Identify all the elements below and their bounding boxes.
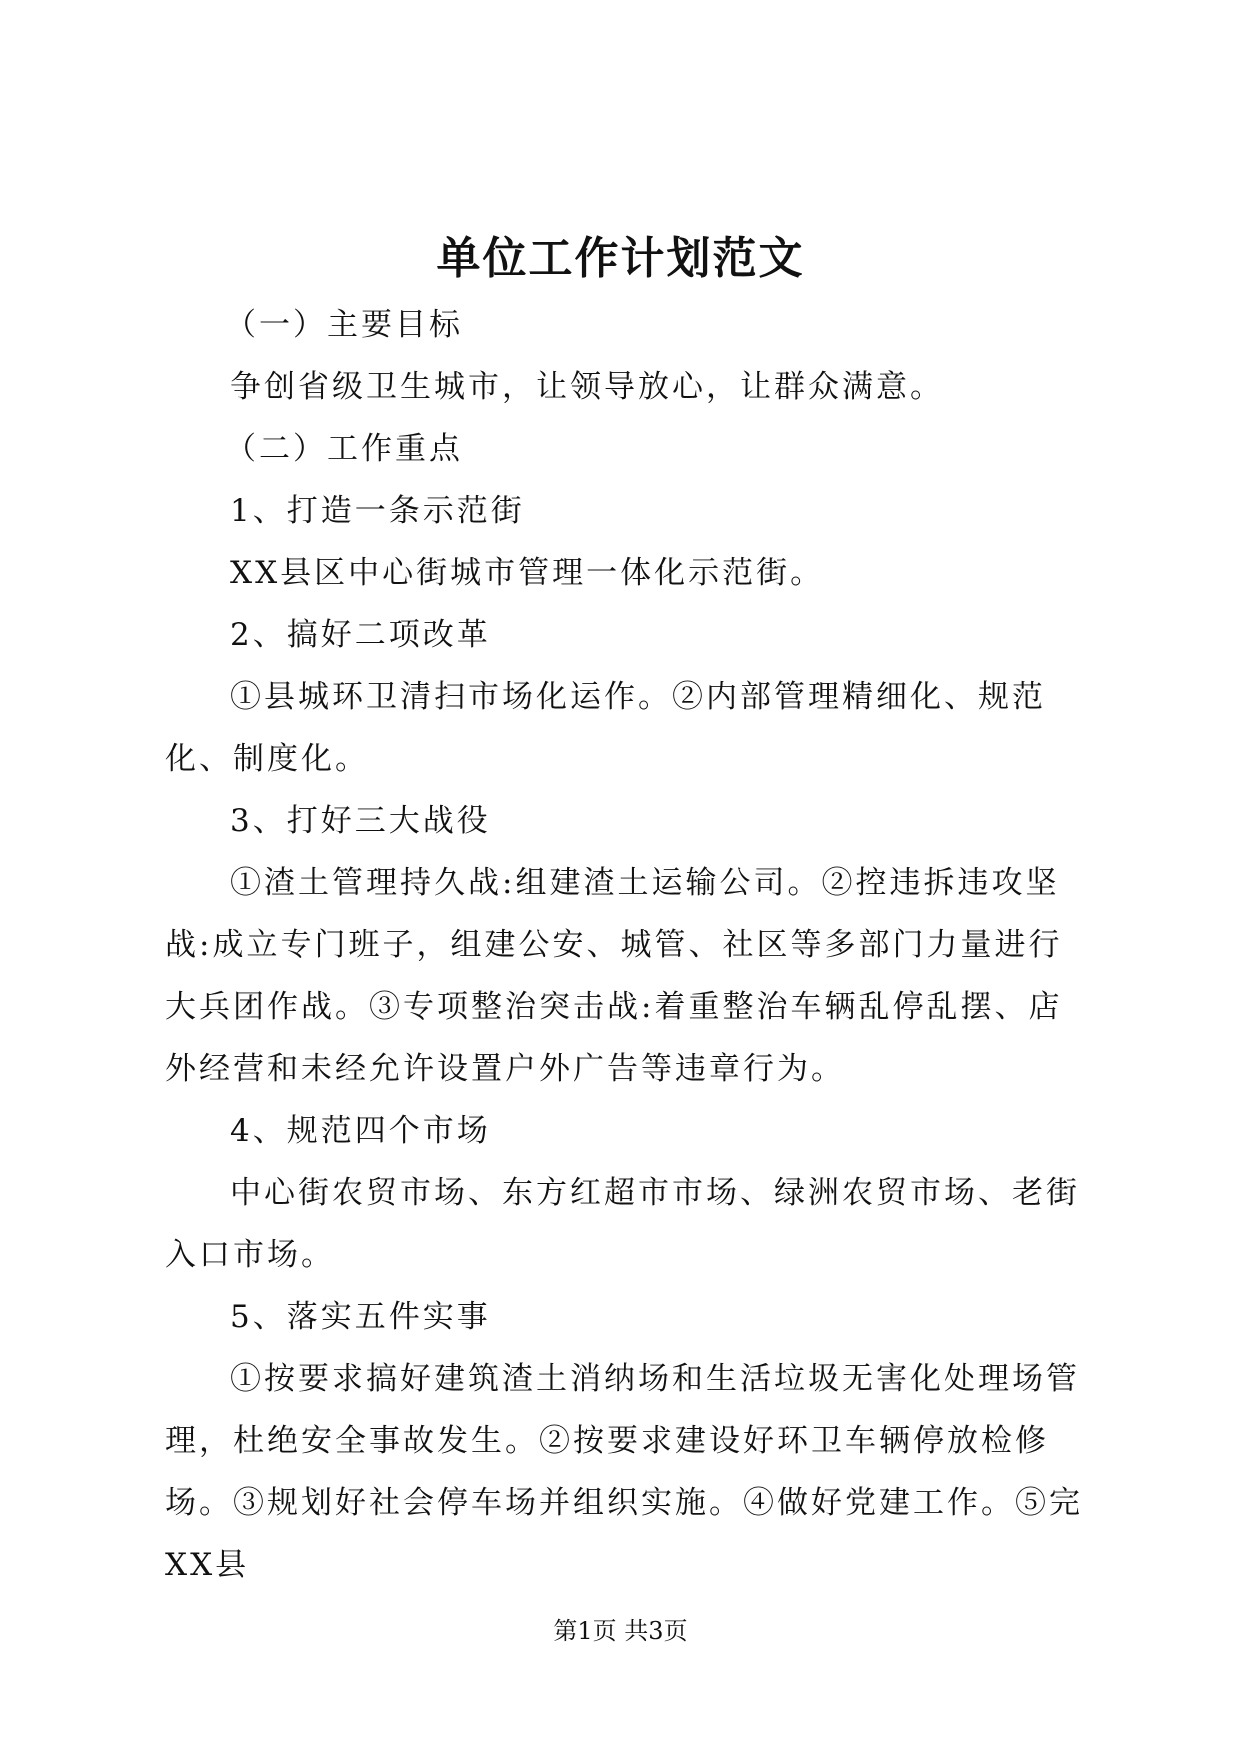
item-heading-3: 3、打好三大战役 xyxy=(230,803,491,839)
paragraph-item-4: 中心街农贸市场、东方红超市市场、绿洲农贸市场、老街入口市场。 xyxy=(165,1175,1080,1273)
item-heading-2: 2、搞好二项改革 xyxy=(230,617,491,653)
paragraph-item-2: ①县城环卫清扫市场化运作。②内部管理精细化、规范化、制度化。 xyxy=(165,679,1046,777)
paragraph-item-1: XX县区中心街城市管理一体化示范街。 xyxy=(230,555,825,591)
item-heading-4: 4、规范四个市场 xyxy=(230,1113,491,1149)
section-heading-focus: （二）工作重点 xyxy=(225,431,463,467)
document-body xyxy=(165,294,1087,1596)
paragraph-goals: 争创省级卫生城市，让领导放心，让群众满意。 xyxy=(230,369,944,405)
paragraph-item-3: ①渣土管理持久战:组建渣土运输公司。②控违拆违攻坚战:成立专门班子，组建公安、城管、社区等多部门力量进行大兵团作战。③专项整治突击战:着重整治车辆乱停乱摆、店外经营和未经允许设置户外广告等违章行为。 xyxy=(165,865,1063,1087)
document-title: 单位工作计划范文 xyxy=(436,233,805,284)
paragraph-item-5: ①按要求搞好建筑渣土消纳场和生活垃圾无害化处理场管理，杜绝安全事故发生。②按要求建设好环卫车辆停放检修场。③规划好社会停车场并组织实施。④做好党建工作。⑤完XX县 xyxy=(165,1361,1083,1583)
item-heading-1: 1、打造一条示范街 xyxy=(230,493,525,529)
item-heading-5: 5、落实五件实事 xyxy=(230,1299,491,1335)
page-footer: 第1页 共3页 xyxy=(553,1617,688,1645)
section-heading-goals: （一）主要目标 xyxy=(225,307,463,343)
